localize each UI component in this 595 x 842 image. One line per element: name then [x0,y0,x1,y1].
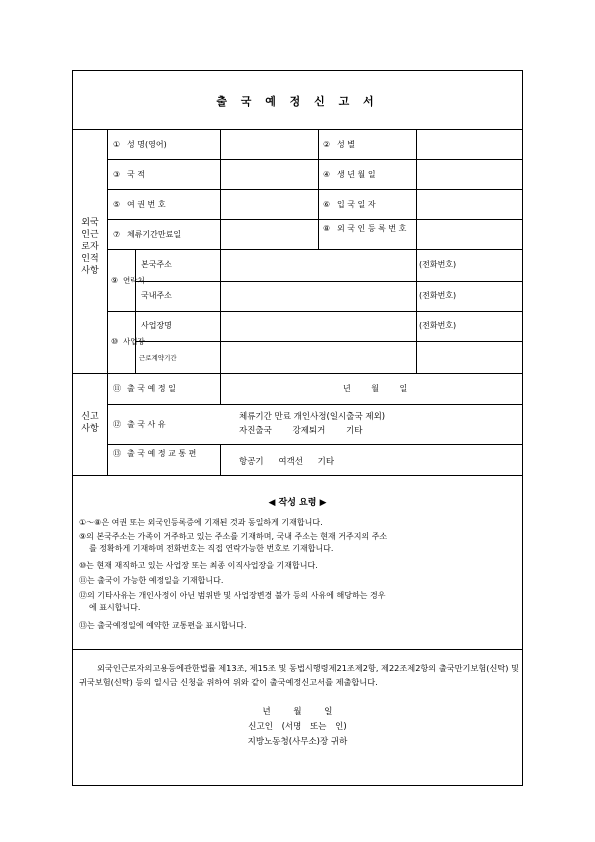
gender-label: 성 별 [337,140,355,149]
contract-period-label: 근로계약기간 [139,354,177,362]
writing-guide-title: ◀ 작성 요령 ▶ [268,498,327,508]
workplace-label: 사업장 [123,337,145,346]
field-num-6: ⑥ [323,200,331,209]
field-num-9: ⑨ [111,276,119,285]
note-6: ⑬는 출국예정일에 예약한 교통편을 표시합니다. [79,621,247,630]
stay-expiry-input[interactable] [221,220,317,248]
field-num-2: ② [323,140,331,149]
workplace-name-input[interactable] [221,312,415,340]
workplace-phone-label: (전화번호) [419,321,457,330]
note-4: ⑪는 출국이 가능한 예정일을 기재합니다. [79,576,224,585]
applicant-signature[interactable]: 신고인 (서명 또는 인) [248,722,347,732]
field-num-1: ① [113,140,121,149]
section-report-items: 신고 사항 [81,412,99,434]
name-label: 성 명(영어) [127,140,167,149]
stay-expiry-label: 체류기간만료일 [127,230,182,239]
nationality-input[interactable] [221,160,317,188]
field-num-8: ⑧ [323,224,331,233]
section-personal-info: 외국 인근 로자 인적 사항 [81,218,99,276]
departure-date-label: 출 국 예 정 일 [127,384,176,393]
departure-reason-options-1[interactable]: 체류기간 만료 개인사정(일시출국 제외) [239,412,386,422]
departure-reason-options-2[interactable]: 자진출국 강제퇴거 기타 [239,426,363,436]
birthdate-label: 생 년 월 일 [337,170,376,179]
declaration-date[interactable]: 년 월 일 [262,707,333,717]
transport-label: 출 국 예 정 교 통 편 [127,449,197,458]
field-num-10: ⑩ [111,337,119,346]
entry-date-input[interactable] [417,190,523,218]
declaration-text: 외국인근로자의고용등에관한법률 제13조, 제15조 및 동법시행령제21조제2항, 제22조제2항의 출국만기보험(신탁) 및 귀국보험(신탁) 등의 일시금 신청을 위하여 위와 같이 출국예정신고서를 제출합니다. [79,663,519,687]
alien-reg-label: 외 국 인 등 록 번 호 [337,224,407,233]
field-num-4: ④ [323,170,331,179]
gender-input[interactable] [417,130,523,158]
note-2-line2: 를 정확하게 기재하며 전화번호는 직접 연락가능한 번호로 기재합니다. [89,544,334,553]
alien-reg-input[interactable] [417,220,523,248]
field-num-11: ⑪ [113,384,121,393]
entry-date-label: 입 국 일 자 [337,200,376,209]
home-address-input[interactable] [221,250,415,280]
note-2-line1: ⑨의 본국주소는 가족이 거주하고 있는 주소를 기재하며, 국내 주소는 현재 거주지의 주소 [79,532,388,541]
passport-input[interactable] [221,190,317,218]
transport-options[interactable]: 항공기 여객선 기타 [239,457,335,467]
contact-label: 연락처 [123,276,145,285]
note-5-line2: 에 표시합니다. [89,603,141,612]
note-3: ⑩는 현재 재직하고 있는 사업장 또는 최종 이직사업장을 기재합니다. [79,561,318,570]
local-phone-label: (전화번호) [419,291,457,300]
field-num-3: ③ [113,170,121,179]
report-form [72,70,523,786]
contract-period-input[interactable] [221,342,523,372]
field-num-5: ⑤ [113,200,121,209]
note-5-line1: ⑫의 기타사유는 개인사정이 아닌 범위반 및 사업장변경 불가 등의 사유에 해당하는 경우 [79,591,386,600]
local-address-input[interactable] [221,282,415,310]
nationality-label: 국 적 [127,170,145,179]
departure-reason-label: 출 국 사 유 [127,420,166,429]
note-1: ①～⑧은 여권 또는 외국인등록증에 기재된 것과 동일하게 기재합니다. [79,518,323,527]
field-num-13: ⑬ [113,449,121,458]
note-5 [79,590,519,614]
home-phone-label: (전화번호) [419,260,457,269]
note-2 [79,531,519,555]
field-num-7: ⑦ [113,230,121,239]
local-address-label: 국내주소 [141,291,172,300]
name-input[interactable] [221,130,317,158]
passport-label: 여 권 번 호 [127,200,166,209]
home-address-label: 본국주소 [141,260,172,269]
addressee: 지방노동청(사무소)장 귀하 [247,737,348,747]
departure-date-value[interactable]: 년 월 일 [343,384,408,393]
field-num-12: ⑫ [113,420,121,429]
workplace-name-label: 사업장명 [141,321,172,330]
birthdate-input[interactable] [417,160,523,188]
form-title: 출 국 예 정 신 고 서 [216,95,379,108]
